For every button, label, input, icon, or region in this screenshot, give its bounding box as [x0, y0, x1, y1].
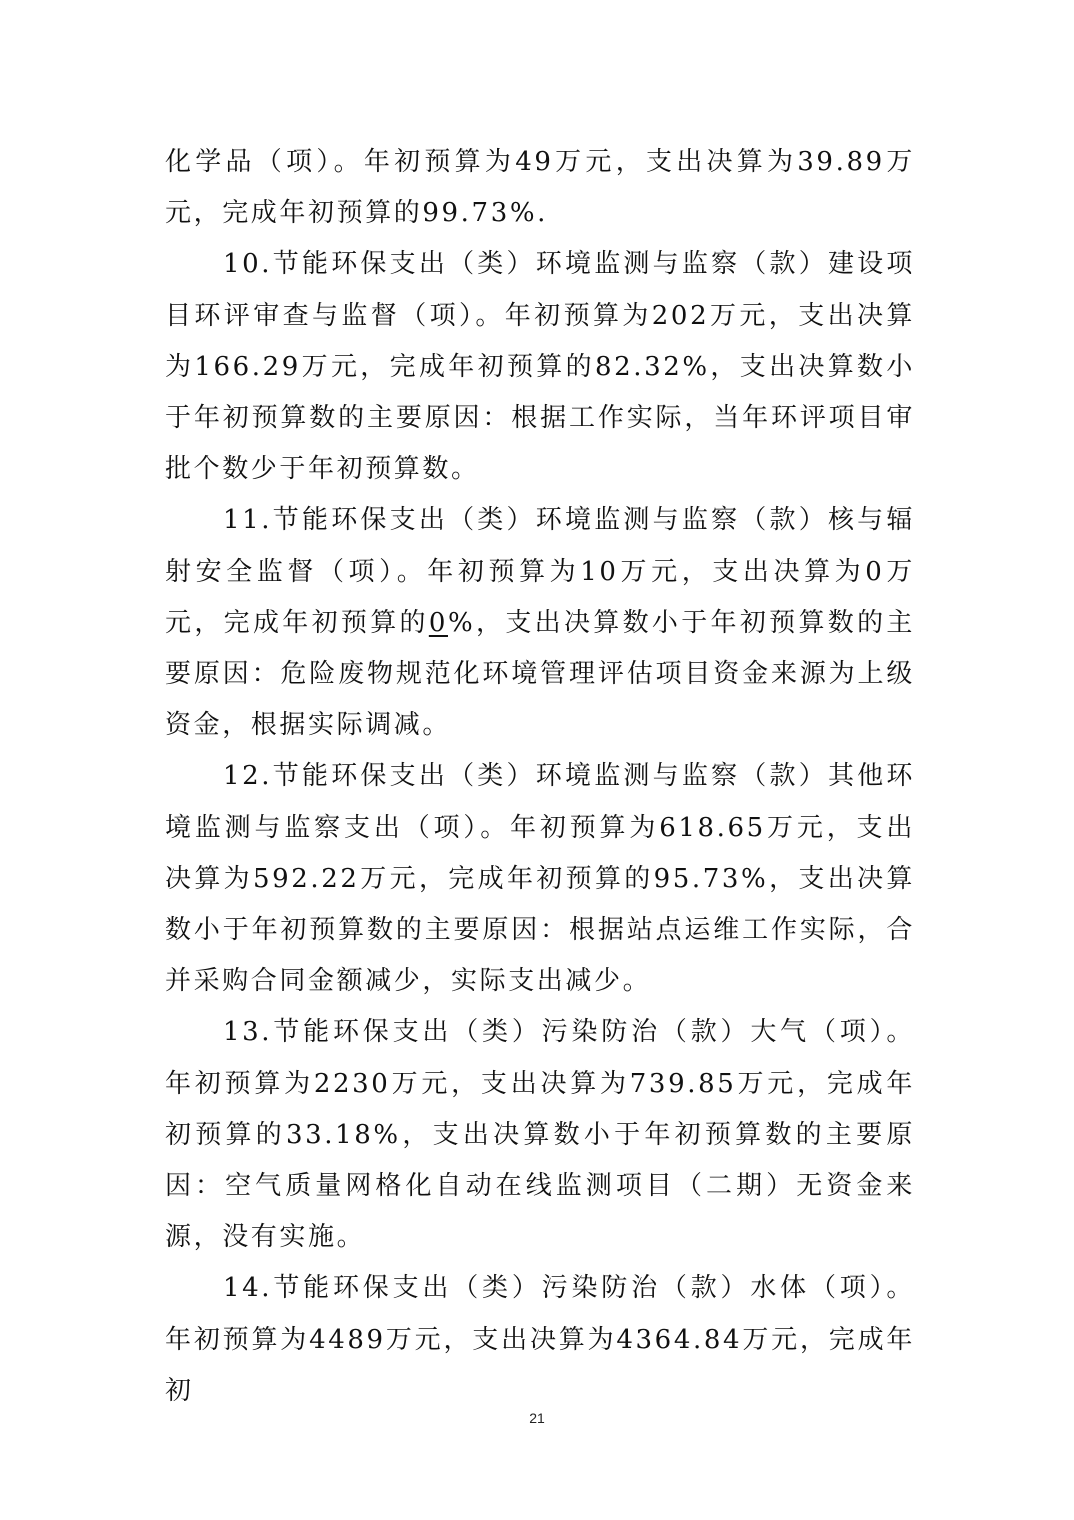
paragraph-item-9-continued: 化学品（项）。年初预算为49万元，支出决算为39.89万元，完成年初预算的99.73%.: [165, 147, 915, 229]
paragraph-item-13: 13.节能环保支出（类）污染防治（款）大气（项）。年初预算为2230万元，支出决算为739.85万元，完成年初预算的33.18%，支出决算数小于年初预算数的主要原因：空气质量网格化自动在线监测项目（二期）无资金来源，没有实施。: [165, 1017, 915, 1253]
paragraph-item-11: [165, 495, 915, 751]
page-number: 21: [529, 1410, 545, 1426]
paragraph-item-11-part-a: 11.节能环保支出（类）环境监测与监察（款）核与辐射安全监督（项）。年初预算为10万元，支出决算为0万元，完成年初预算的: [165, 505, 915, 638]
underlined-value: 0: [428, 607, 448, 638]
paragraph-item-10: 10.节能环保支出（类）环境监测与监察（款）建设项目环评审查与监督（项）。年初预算为202万元，支出决算为166.29万元，完成年初预算的82.32%，支出决算数小于年初预算数的主要原因：根据工作实际，当年环评项目审批个数少于年初预算数。: [165, 249, 915, 485]
paragraph-item-14: 14.节能环保支出（类）污染防治（款）水体（项）。年初预算为4489万元，支出决算为4364.84万元，完成年初: [165, 1273, 915, 1406]
body-text: [165, 137, 915, 1417]
paragraph-item-11-part-b: %，支出决算数小于年初预算数的主要原因：危险废物规范化环境管理评估项目资金来源为上级资金，根据实际调减。: [165, 607, 915, 741]
paragraph-item-12: 12.节能环保支出（类）环境监测与监察（款）其他环境监测与监察支出（项）。年初预算为618.65万元，支出决算为592.22万元，完成年初预算的95.73%，支出决算数小于年初预算数的主要原因：根据站点运维工作实际，合并采购合同金额减少，实际支出减少。: [165, 761, 915, 997]
